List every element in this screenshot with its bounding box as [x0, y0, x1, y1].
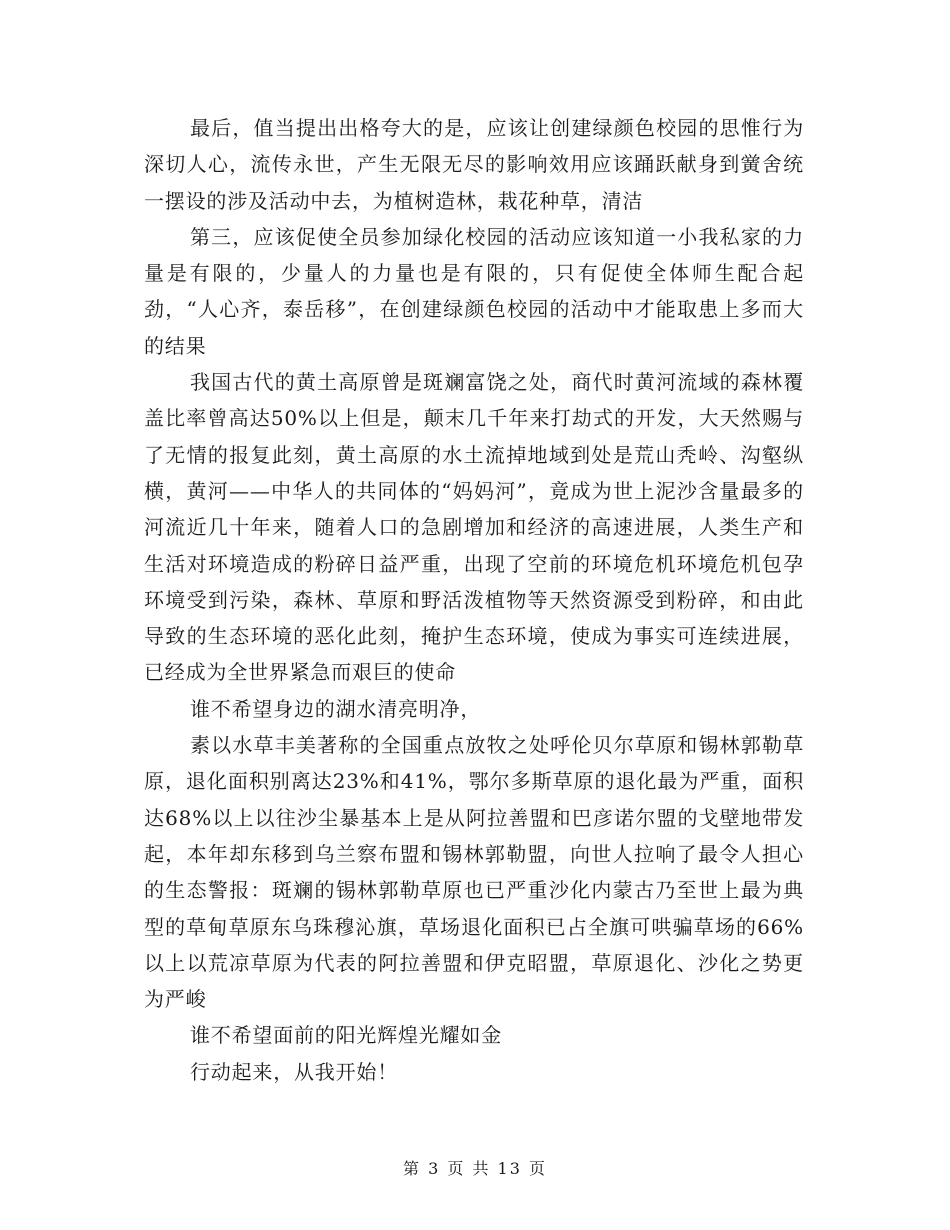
paragraph: 行动起来，从我开始！	[190, 1059, 398, 1084]
page-number-footer: 第 3 页 共 13 页	[403, 1159, 547, 1178]
document-body	[144, 110, 804, 1090]
paragraph: 第三，应该促使全员参加绿化校园的活动应该知道一小我私家的力量是有限的，少量人的力量也是有限的，只有促使全体师生配合起劲，“人心齐，泰岳移”，在创建绿颜色校园的活动中才能取患上多而大的结果	[144, 224, 804, 358]
paragraph: 谁不希望面前的阳光辉煌光耀如金	[190, 1023, 502, 1048]
paragraph: 谁不希望身边的湖水清亮明净，	[190, 696, 482, 721]
paragraph: 素以水草丰美著称的全国重点放牧之处呼伦贝尔草原和锡林郭勒草原，退化面积别离达23%和41%，鄂尔多斯草原的退化最为严重，面积达68%以上以往沙尘暴基本上是从阿拉善盟和巴彦诺尔盟的戈壁地带发起，本年却东移到乌兰察布盟和锡林郭勒盟，向世人拉响了最令人担心的生态警报：斑斓的锡林郭勒草原也已严重沙化内蒙古乃至世上最为典型的草甸草原东乌珠穆沁旗，草场退化面积已占全旗可哄骗草场的66%以上以荒凉草原为代表的阿拉善盟和伊克昭盟，草原退化、沙化之势更为严峻	[144, 733, 804, 1012]
paragraph: 我国古代的黄土高原曾是斑斓富饶之处，商代时黄河流域的森林覆盖比率曾高达50%以上但是，颠末几千年来打劫式的开发，大天然赐与了无情的报复此刻，黄土高原的水土流掉地域到处是荒山秃岭、沟壑纵横，黄河——中华人的共同体的“妈妈河”，竟成为世上泥沙含量最多的河流近几十年来，随着人口的急剧增加和经济的高速进展，人类生产和生活对环境造成的粉碎日益严重，出现了空前的环境危机环境危机包孕环境受到污染，森林、草原和野活泼植物等天然资源受到粉碎，和由此导致的生态环境的恶化此刻，掩护生态环境，使成为事实可连续进展，已经成为全世界紧急而艰巨的使命	[144, 370, 804, 685]
paragraph: 最后，值当提出出格夸大的是，应该让创建绿颜色校园的思惟行为深切人心，流传永世，产生无限无尽的影响效用应该踊跃献身到黉舍统一摆设的涉及活动中去，为植树造林，栽花种草，清洁	[144, 116, 804, 213]
